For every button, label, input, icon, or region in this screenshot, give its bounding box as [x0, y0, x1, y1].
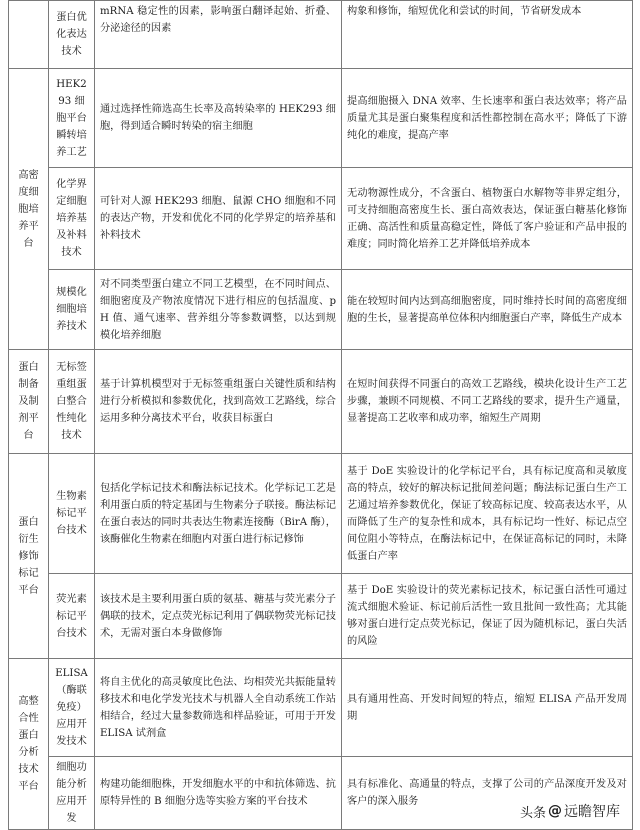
- tech-name-cell: 生物素标记平台技术: [49, 454, 95, 574]
- platform-cell: 蛋白制备及制剂平台: [9, 350, 49, 454]
- table-row: [9, 168, 633, 270]
- tech-advantage-cell: 提高细胞摄入 DNA 效率、生长速率和蛋白表达效率；将产品质量尤其是蛋白聚集程度和活性都控制在高水平；降低了下游纯化的难度，提高产率: [342, 69, 633, 168]
- tech-name-cell: 化学界定细胞培养基及补料技术: [49, 168, 95, 270]
- tech-name-cell: HEK293 细胞平台瞬转培养工艺: [49, 69, 95, 168]
- tech-description-cell: 构建功能细胞株，开发细胞水平的中和抗体筛选、抗原特异性的 B 细胞分选等实验方案的平台技术: [95, 757, 342, 830]
- table-row: [9, 270, 633, 350]
- tech-name-cell: 蛋白优化表达技术: [49, 1, 95, 69]
- tech-advantage-cell: 在短时间获得不同蛋白的高效工艺路线，模块化设计生产工艺步骤，兼顾不同规模、不同工艺路线的要求，提升生产通量，显著提高工艺收率和成功率，缩短生产周期: [342, 350, 633, 454]
- table-row: [9, 659, 633, 757]
- platform-cell: 蛋白衍生修饰标记平台: [9, 454, 49, 659]
- tech-description-cell: 将自主优化的高灵敏度比色法、均相荧光共振能量转移技术和电化学发光技术与机器人全自动系统工作站相结合，经过大量参数筛选和样品验证，可用于开发 ELISA 试剂盒: [95, 659, 342, 757]
- at-symbol: @: [548, 803, 562, 819]
- tech-description-cell: 包括化学标记技术和酶法标记技术。化学标记工艺是利用蛋白质的特定基团与生物素分子联接。酶法标记在蛋白表达的同时共表达生物素连接酶（BirA 酶），该酶催化生物素在细胞内对蛋白进行标记修饰: [95, 454, 342, 574]
- technology-platform-table: [8, 0, 633, 830]
- platform-cell: 高密度细胞培养平台: [9, 69, 49, 350]
- tech-advantage-cell: 具有通用性高、开发时间短的特点，缩短 ELISA 产品开发周期: [342, 659, 633, 757]
- tech-name-cell: 规模化细胞培养技术: [49, 270, 95, 350]
- tech-description-cell: mRNA 稳定性的因素，影响蛋白翻译起始、折叠、分泌途径的因素: [95, 1, 342, 69]
- brand-name: 远瞻智库: [564, 804, 620, 820]
- tech-description-cell: 可针对人源 HEK293 细胞、鼠源 CHO 细胞和不同的表达产物，开发和优化不同的化学界定的培养基和补料技术: [95, 168, 342, 270]
- tech-advantage-cell: 能在较短时间内达到高细胞密度，同时维持长时间的高密度细胞的生长，显著提高单位体积内细胞蛋白产率，降低生产成本: [342, 270, 633, 350]
- tech-advantage-cell: 构象和修饰，缩短优化和尝试的时间，节省研发成本: [342, 1, 633, 69]
- tech-name-cell: ELISA（酶联免疫）应用开发技术: [49, 659, 95, 757]
- tech-name-cell: 无标签重组蛋白整合性纯化技术: [49, 350, 95, 454]
- tech-description-cell: 通过选择性筛选高生长率及高转染率的 HEK293 细胞，得到适合瞬时转染的宿主细胞: [95, 69, 342, 168]
- source-prefix: 头条: [519, 805, 546, 821]
- table-row: [9, 1, 633, 69]
- tech-advantage-cell: 基于 DoE 实验设计的荧光素标记技术，标记蛋白活性可通过流式细胞术验证、标记前后活性一致且批间一致性高；尤其能够对蛋白进行定点荧光标记，保证了因为随机标记，蛋白失活的风险: [342, 574, 633, 659]
- tech-advantage-cell: 具有标准化、高通量的特点，支撑了公司的产品深度开发及对客户的深入服务: [342, 757, 633, 830]
- tech-advantage-cell: 基于 DoE 实验设计的化学标记平台，具有标记度高和灵敏度高的特点，较好的解决标记批间差问题；酶法标记蛋白生产工艺通过培养参数优化，保证了较高标记度、较高表达水平，从而降低了生产的复杂性和成本，具有标记均一性好、标记点空间位阻小等特点，在酶法标记中，在保证高标记的同时，未降低蛋白产率: [342, 454, 633, 574]
- tech-name-cell: 荧光素标记平台技术: [49, 574, 95, 659]
- table-row: [9, 69, 633, 168]
- table-row: [9, 454, 633, 574]
- platform-cell: 高整合性蛋白分析技术平台: [9, 659, 49, 830]
- tech-description-cell: 基于计算机模型对于无标签重组蛋白关键性质和结构进行分析模拟和参数优化，找到高效工艺路线，综合运用多种分离技术平台，收获目标蛋白: [95, 350, 342, 454]
- tech-description-cell: 对不同类型蛋白建立不同工艺模型，在不同时间点、细胞密度及产物浓度情况下进行相应的包括温度、pH 值、通气速率、营养组分等参数调整，以达到规模化培养细胞: [95, 270, 342, 350]
- tech-description-cell: 该技术是主要利用蛋白质的氨基、糖基与荧光素分子偶联的技术，定点荧光标记利用了偶联物荧光标记技术，无需对蛋白本身做修饰: [95, 574, 342, 659]
- table-row: [9, 350, 633, 454]
- source-watermark: [520, 801, 620, 821]
- tech-advantage-cell: 无动物源性成分，不含蛋白、植物蛋白水解物等非界定组分，可支持细胞高密度生长、蛋白高效表达，保证蛋白糖基化修饰正确、高活性和质量高稳定性，降低了客户验证和产品申报的难度；同时简化培养工艺并降低培养成本: [342, 168, 633, 270]
- platform-cell: [9, 1, 49, 69]
- table-row: [9, 574, 633, 659]
- tech-name-cell: 细胞功能分析应用开发: [49, 757, 95, 830]
